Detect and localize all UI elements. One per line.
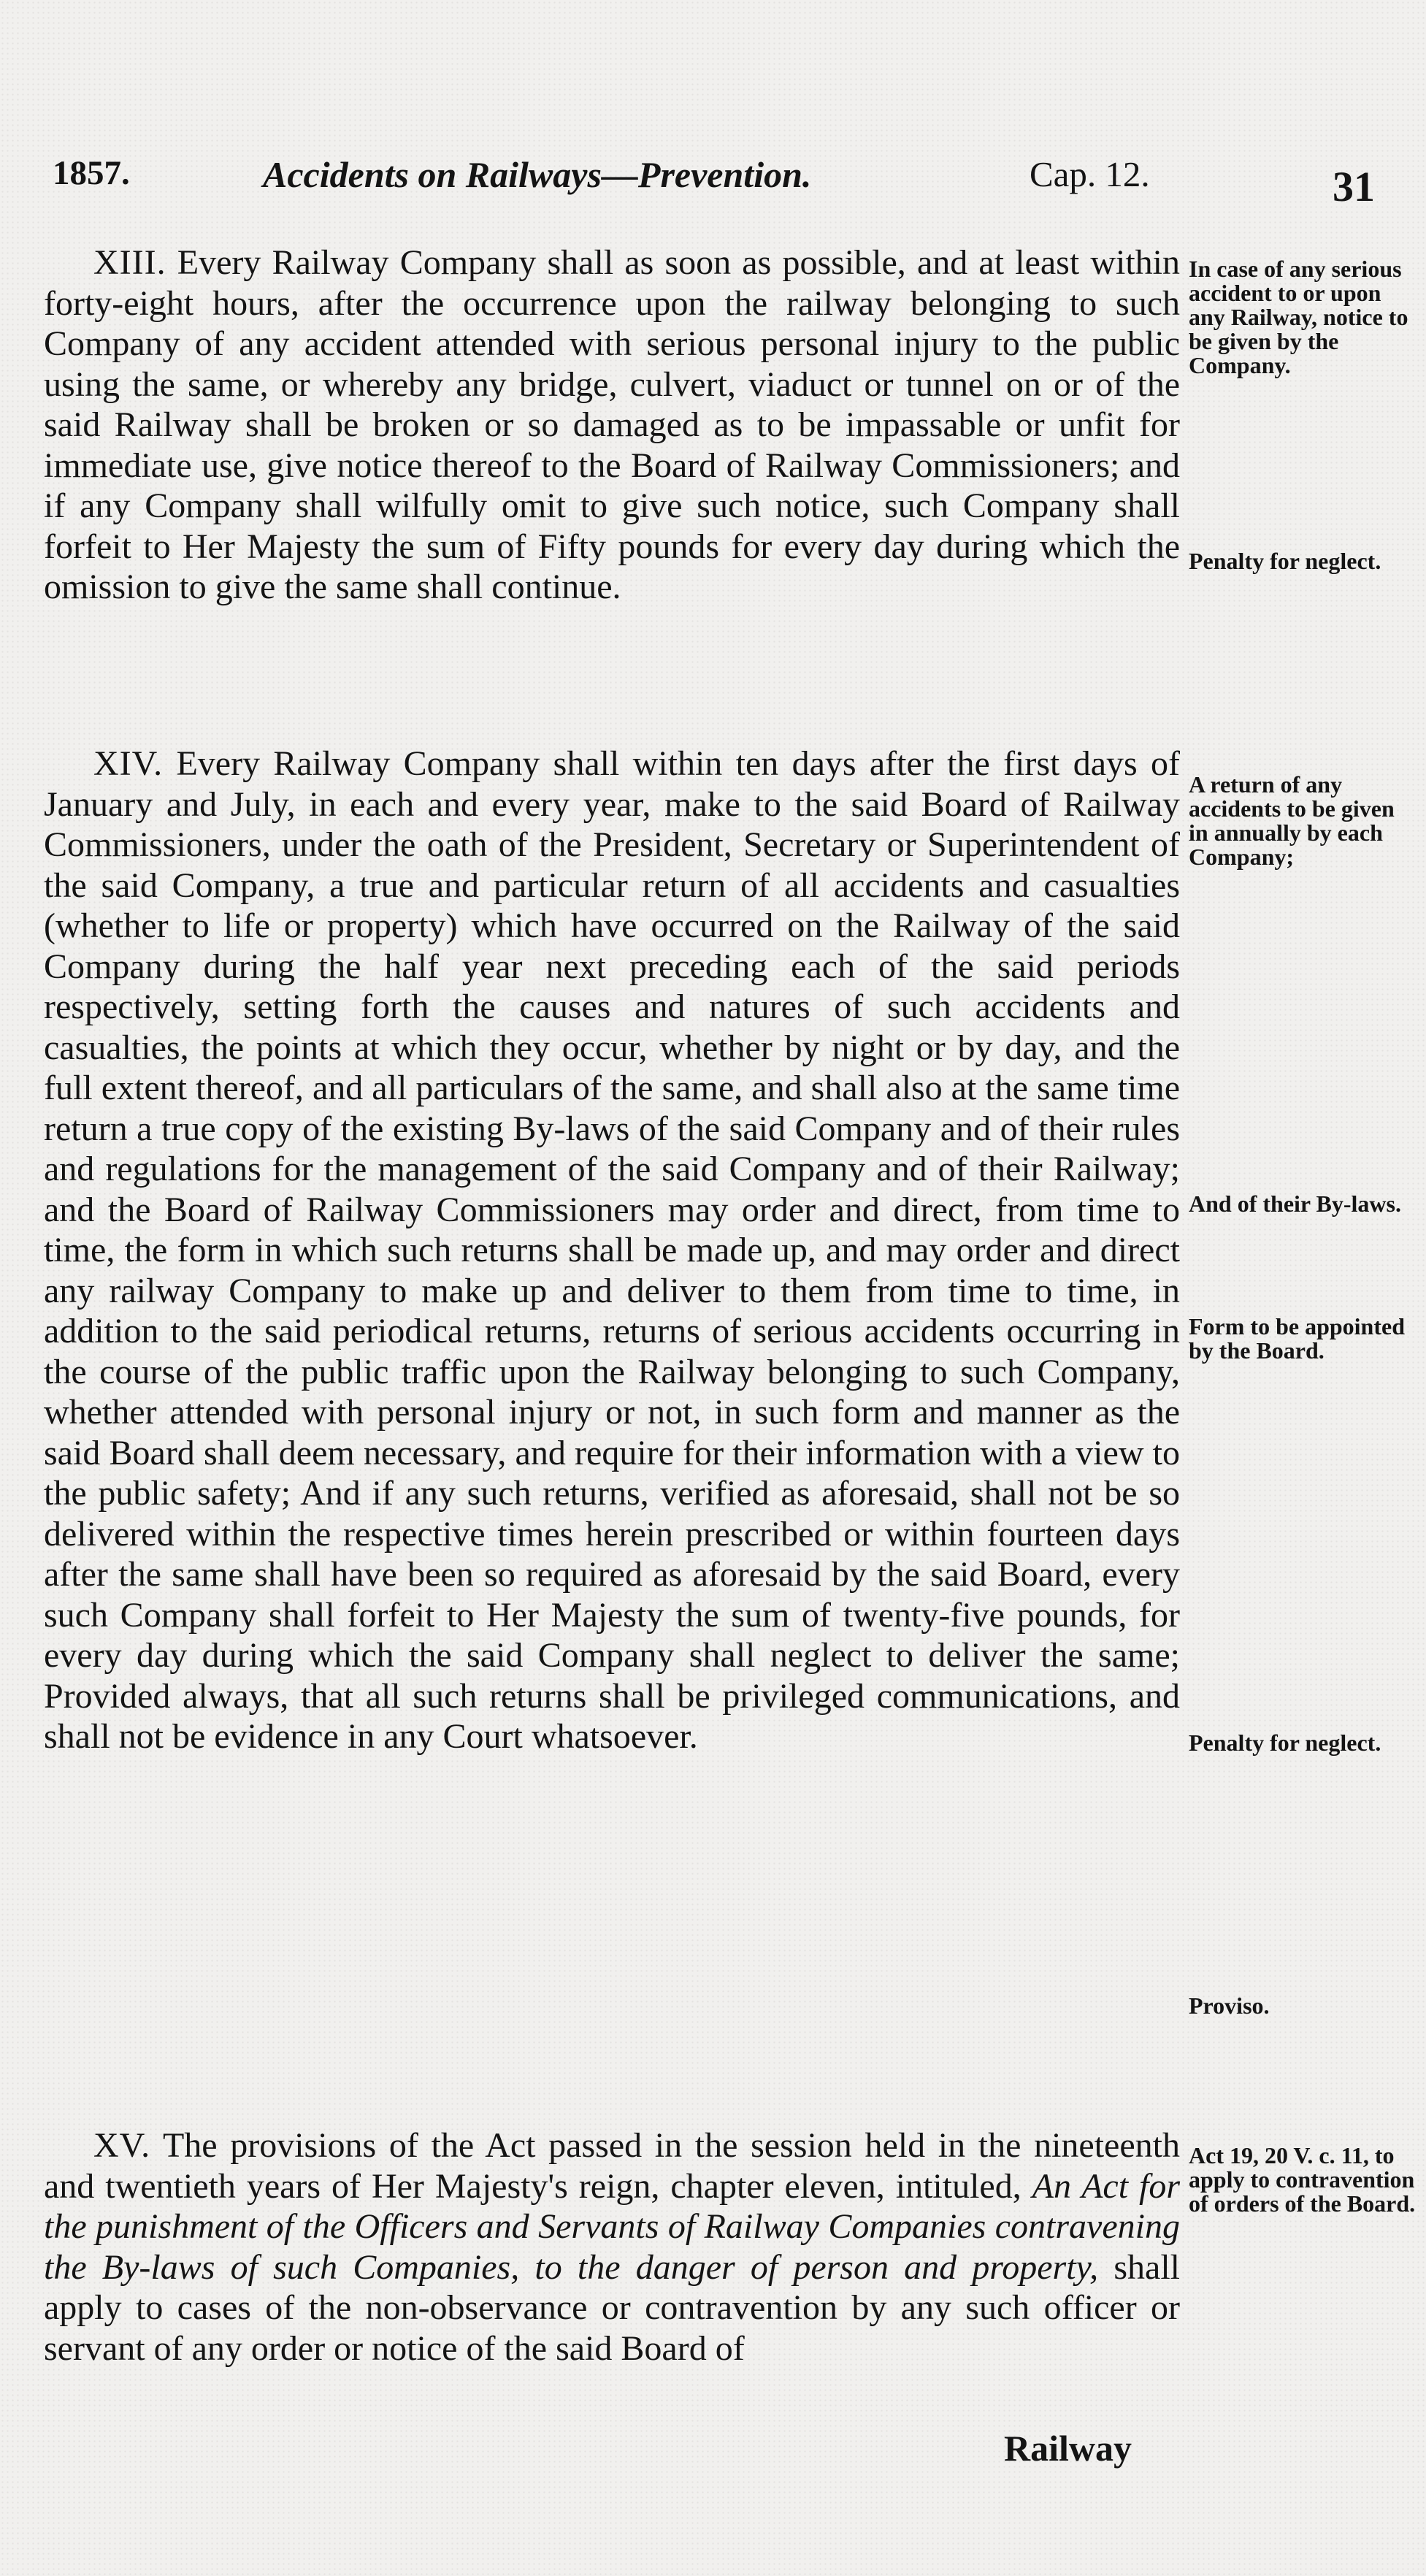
margin-note: Act 19, 20 V. c. 11, to apply to contravention of orders of the Board. bbox=[1189, 2142, 1416, 2217]
header-year: 1857. bbox=[53, 154, 130, 192]
margin-note: A return of any accidents to be given in annually by each Company; bbox=[1189, 771, 1395, 870]
section-text: Every Railway Company shall as soon as possible, and at least within forty-eight hours, after the occurrence upon the railway belonging to such Company of any accident attended with serious personal injury to the public using the same, or whereby any bridge, culvert, viaduct or tunnel on or of the said Railway shall be broken or so damaged as to be impassable or unfit for immediate use, give notice thereof to the Board of Railway Commissioners; and if any Company shall wilfully omit to give such notice, such Company shall forfeit to Her Majesty the sum of Fifty pounds for every day during which the omission to give the same shall continue. bbox=[44, 243, 1181, 606]
section-number: XV. bbox=[93, 2126, 151, 2165]
header-title: Accidents on Railways—Prevention. bbox=[263, 154, 812, 195]
section-text: The provisions of the Act passed in the session held in the nineteenth and twentieth years of Her Majesty's reign, chapter eleven, intituled, bbox=[44, 2126, 1180, 2206]
section-text: Every Railway Company shall within ten days after the first days of January and July, in each and every year, make to the said Board of Railway Commissioners, under the oath of the President, Secretary or Superintendent of the said Company, a true and particular return of all accidents and casualties (whether to life or property) which have occurred on the Railway of the said Company during the half year next preceding each of the said periods respectively, setting forth the causes and natures of such accidents and casualties, the points at which they occur, whether by night or by day, and the full extent thereof, and all particulars of the same, and shall also at the same time return a true copy of the existing By-laws of the said Company and of their rules and regulations for the management of the said Company and of their Railway; and the Board of Railway Commissioners may order and direct, from time to time, the form in which such returns shall be made up, and may order and direct any railway Company to make up and deliver to them from time to time, in addition to the said periodical returns, returns of serious accidents occurring in the course of the public traffic upon the Railway belonging to such Company, whether attended with personal injury or not, in such form and manner as the said Board shall deem necessary, and require for their information with a view to the public safety; And if any such returns, verified as aforesaid, shall not be so delivered within the respective times herein prescribed or within fourteen days after the same shall have been so required as aforesaid by the said Board, every such Company shall forfeit to Her Majesty the sum of twenty-five pounds, for every day during which the said Company shall neglect to deliver the same; Provided always, that all such returns shall be privileged communications, and shall not be evidence in any Court whatsoever. bbox=[44, 744, 1180, 1756]
running-header bbox=[53, 153, 1396, 212]
section-xiv-paragraph bbox=[44, 744, 1180, 1757]
margin-note: And of their By-laws. bbox=[1189, 1190, 1401, 1217]
section-text-continued: shall apply to cases of the non-observance or contravention by any such officer or servant of any order or notice of the said Board of bbox=[44, 2247, 1181, 2368]
section-xiii-paragraph bbox=[44, 242, 1180, 608]
act-title: An Act for the punishment of the Officers and Servants of Railway Companies contravening the By-laws of such Companies, to the danger of person and property, bbox=[44, 2166, 1180, 2287]
section-number: XIV. bbox=[93, 744, 164, 783]
margin-note: Penalty for neglect. bbox=[1189, 548, 1381, 574]
margin-note: Form to be appointed by the Board. bbox=[1189, 1313, 1405, 1364]
section-xv-paragraph bbox=[44, 2125, 1180, 2369]
section-number: XIII. bbox=[93, 243, 166, 282]
page-number: 31 bbox=[1333, 163, 1375, 210]
header-chapter: Cap. 12. bbox=[1030, 154, 1150, 194]
catchword: Railway bbox=[1004, 2428, 1132, 2469]
margin-note: Penalty for neglect. bbox=[1189, 1730, 1381, 1756]
margin-note: Proviso. bbox=[1189, 1992, 1270, 2019]
margin-note: In case of any serious accident to or upon any Railway, notice to be given by the Company. bbox=[1189, 256, 1408, 378]
